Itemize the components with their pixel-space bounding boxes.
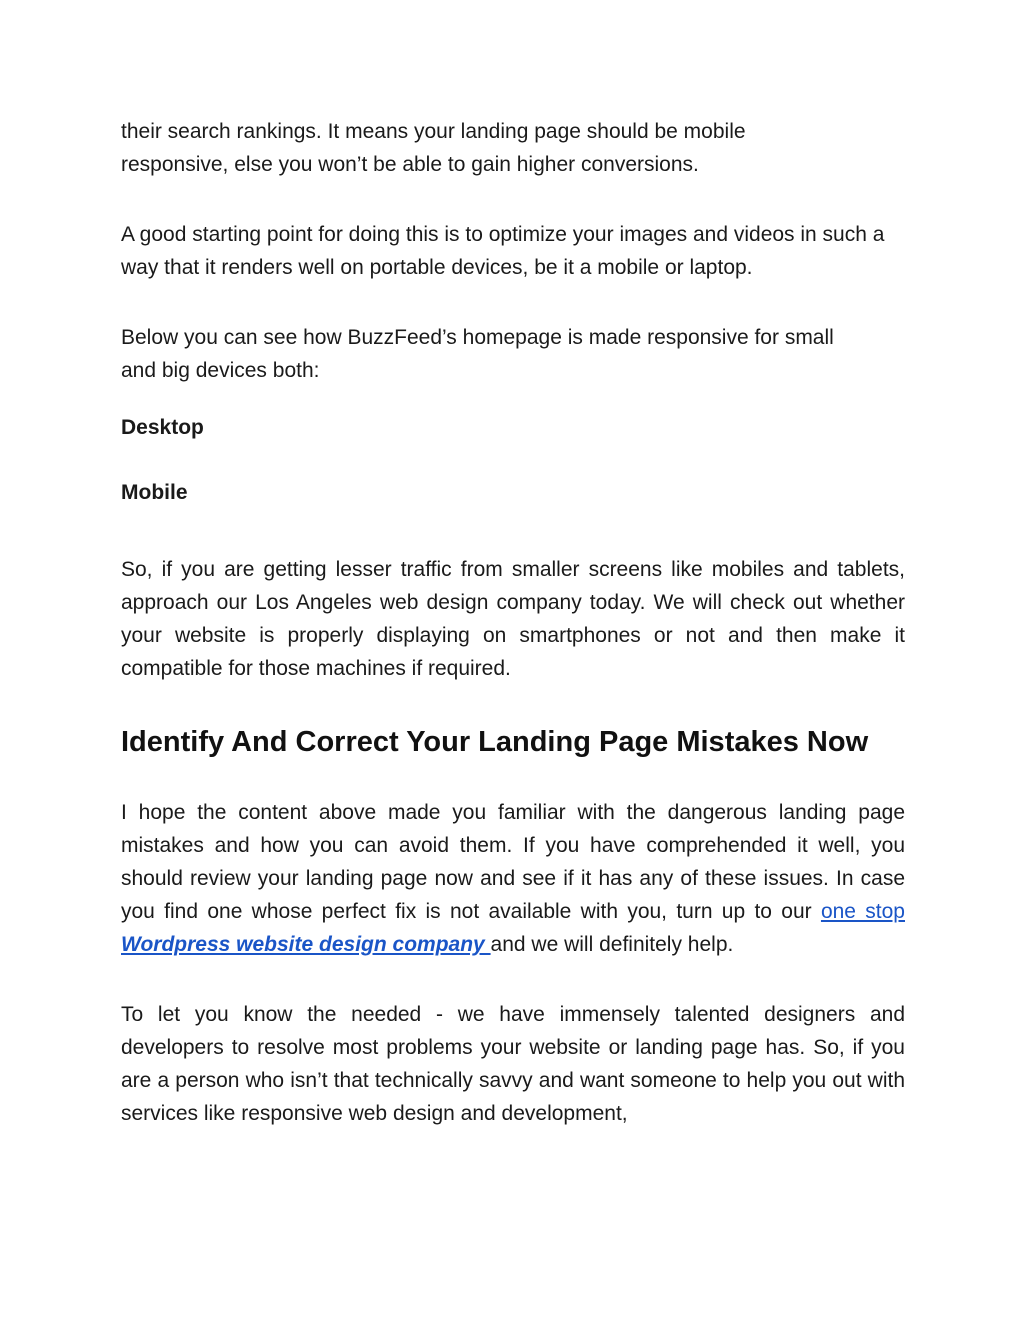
link-text-bold: Wordpress website design company [121, 933, 491, 956]
paragraph-buzzfeed-example: Below you can see how BuzzFeed’s homepage is made responsive for small and big devices both: [121, 326, 834, 382]
link-text-plain: one stop [820, 900, 905, 923]
section-heading: Identify And Correct Your Landing Page Mistakes Now [121, 726, 869, 758]
paragraph-team: To let you know the needed - we have immensely talented designers and developers to resolve most problems your website or landing page has. So, if you are a person who isn’t that technically savvy and want someone to help you out with services like responsive web design and development, [121, 1003, 905, 1125]
paragraph-mobile-rankings: their search rankings. It means your landing page should be mobile responsive, else you won’t be able to gain higher conversions. [121, 120, 746, 176]
label-desktop: Desktop [121, 416, 204, 439]
label-mobile: Mobile [121, 481, 188, 504]
paragraph-optimize-media: A good starting point for doing this is to optimize your images and videos in such a way that it renders well on portable devices, be it a mobile or laptop. [121, 223, 885, 279]
paragraph-conclusion-end: and we will definitely help. [490, 933, 734, 956]
document-page [121, 115, 905, 1130]
paragraph-smaller-screens: So, if you are getting lesser traffic from smaller screens like mobiles and tablets, approach our Los Angeles web design company today. We will check out whether your website is properly displaying on smartphones or not and then make it compatible for those machines if required. [121, 558, 905, 680]
paragraph-conclusion-text: I hope the content above made you familiar with the dangerous landing page mistakes and how you can avoid them. If you have comprehended it well, you should review your landing page now and see if it has any of these issues. In case you find one whose perfect fix is not available with you, turn up to our [121, 801, 905, 923]
paragraph-conclusion [121, 796, 905, 961]
